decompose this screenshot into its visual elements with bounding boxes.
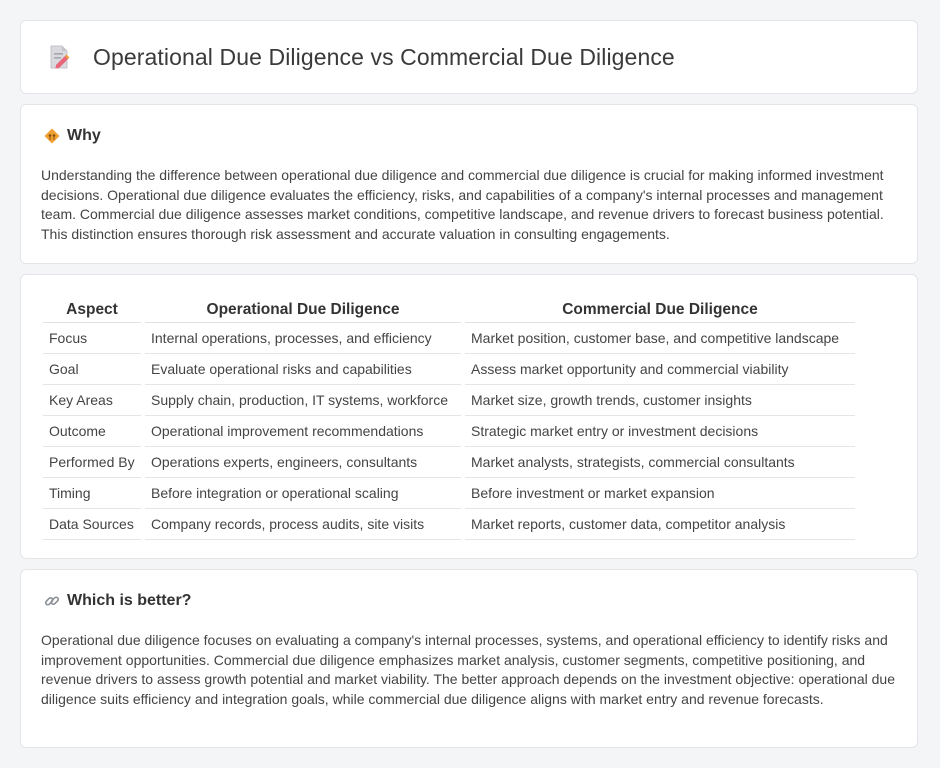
row-aspect: Focus <box>43 323 141 354</box>
better-heading: Which is better? <box>67 592 192 609</box>
row-aspect: Data Sources <box>43 509 141 540</box>
better-text: Operational due diligence focuses on evaluating a company's internal processes, systems, and operational efficiency to identify risks and improvement opportunities. Commercial due diligence emphasizes market analysis, customer segments, competitive positioning, and revenue drivers to assess growth potential and market viability. The better approach depends on the investment objective: operational due diligence suits efficiency and integration goals, while commercial due diligence aligns with market entry and revenue forecasts. <box>41 632 895 707</box>
why-section <box>20 104 918 264</box>
row-commercial: Before investment or market expansion <box>465 478 855 509</box>
page-title: Operational Due Diligence vs Commercial Due Diligence <box>93 43 675 70</box>
title-card <box>20 20 918 94</box>
row-operational: Operations experts, engineers, consultants <box>145 447 461 478</box>
column-header-aspect: Aspect <box>43 296 141 323</box>
document-edit-icon <box>45 43 73 71</box>
column-header-operational: Operational Due Diligence <box>145 296 461 323</box>
table-row <box>43 478 855 509</box>
row-operational: Company records, process audits, site visits <box>145 509 461 540</box>
why-heading-row <box>43 127 101 145</box>
row-commercial: Market analysts, strategists, commercial consultants <box>465 447 855 478</box>
table-header-row <box>43 296 855 323</box>
row-operational: Before integration or operational scaling <box>145 478 461 509</box>
table-row <box>43 385 855 416</box>
row-commercial: Assess market opportunity and commercial viability <box>465 354 855 385</box>
row-operational: Internal operations, processes, and efficiency <box>145 323 461 354</box>
table-row <box>43 354 855 385</box>
row-operational: Supply chain, production, IT systems, workforce <box>145 385 461 416</box>
why-text: Understanding the difference between operational due diligence and commercial due diligence is crucial for making informed investment decisions. Operational due diligence evaluates the efficiency, risks, and capabilities of a company's internal processes and management team. Commercial due diligence assesses market conditions, competitive landscape, and revenue drivers to forecast business potential. This distinction ensures thorough risk assessment and accurate valuation in consulting engagements. <box>41 167 884 242</box>
table-row <box>43 416 855 447</box>
which-is-better-section <box>20 569 918 748</box>
why-heading: Why <box>67 127 101 144</box>
row-aspect: Timing <box>43 478 141 509</box>
table-row <box>43 323 855 354</box>
column-header-commercial: Commercial Due Diligence <box>465 296 855 323</box>
row-commercial: Market reports, customer data, competitor analysis <box>465 509 855 540</box>
row-aspect: Outcome <box>43 416 141 447</box>
row-operational: Evaluate operational risks and capabilities <box>145 354 461 385</box>
better-heading-row <box>43 592 191 610</box>
link-icon <box>43 592 61 610</box>
table-row <box>43 509 855 540</box>
diamond-sign-icon <box>43 127 61 145</box>
row-operational: Operational improvement recommendations <box>145 416 461 447</box>
row-commercial: Market position, customer base, and competitive landscape <box>465 323 855 354</box>
row-commercial: Strategic market entry or investment decisions <box>465 416 855 447</box>
row-aspect: Performed By <box>43 447 141 478</box>
table-row <box>43 447 855 478</box>
title-row <box>45 43 675 71</box>
comparison-section <box>20 274 918 559</box>
row-aspect: Key Areas <box>43 385 141 416</box>
comparison-table <box>43 296 855 540</box>
row-aspect: Goal <box>43 354 141 385</box>
row-commercial: Market size, growth trends, customer insights <box>465 385 855 416</box>
